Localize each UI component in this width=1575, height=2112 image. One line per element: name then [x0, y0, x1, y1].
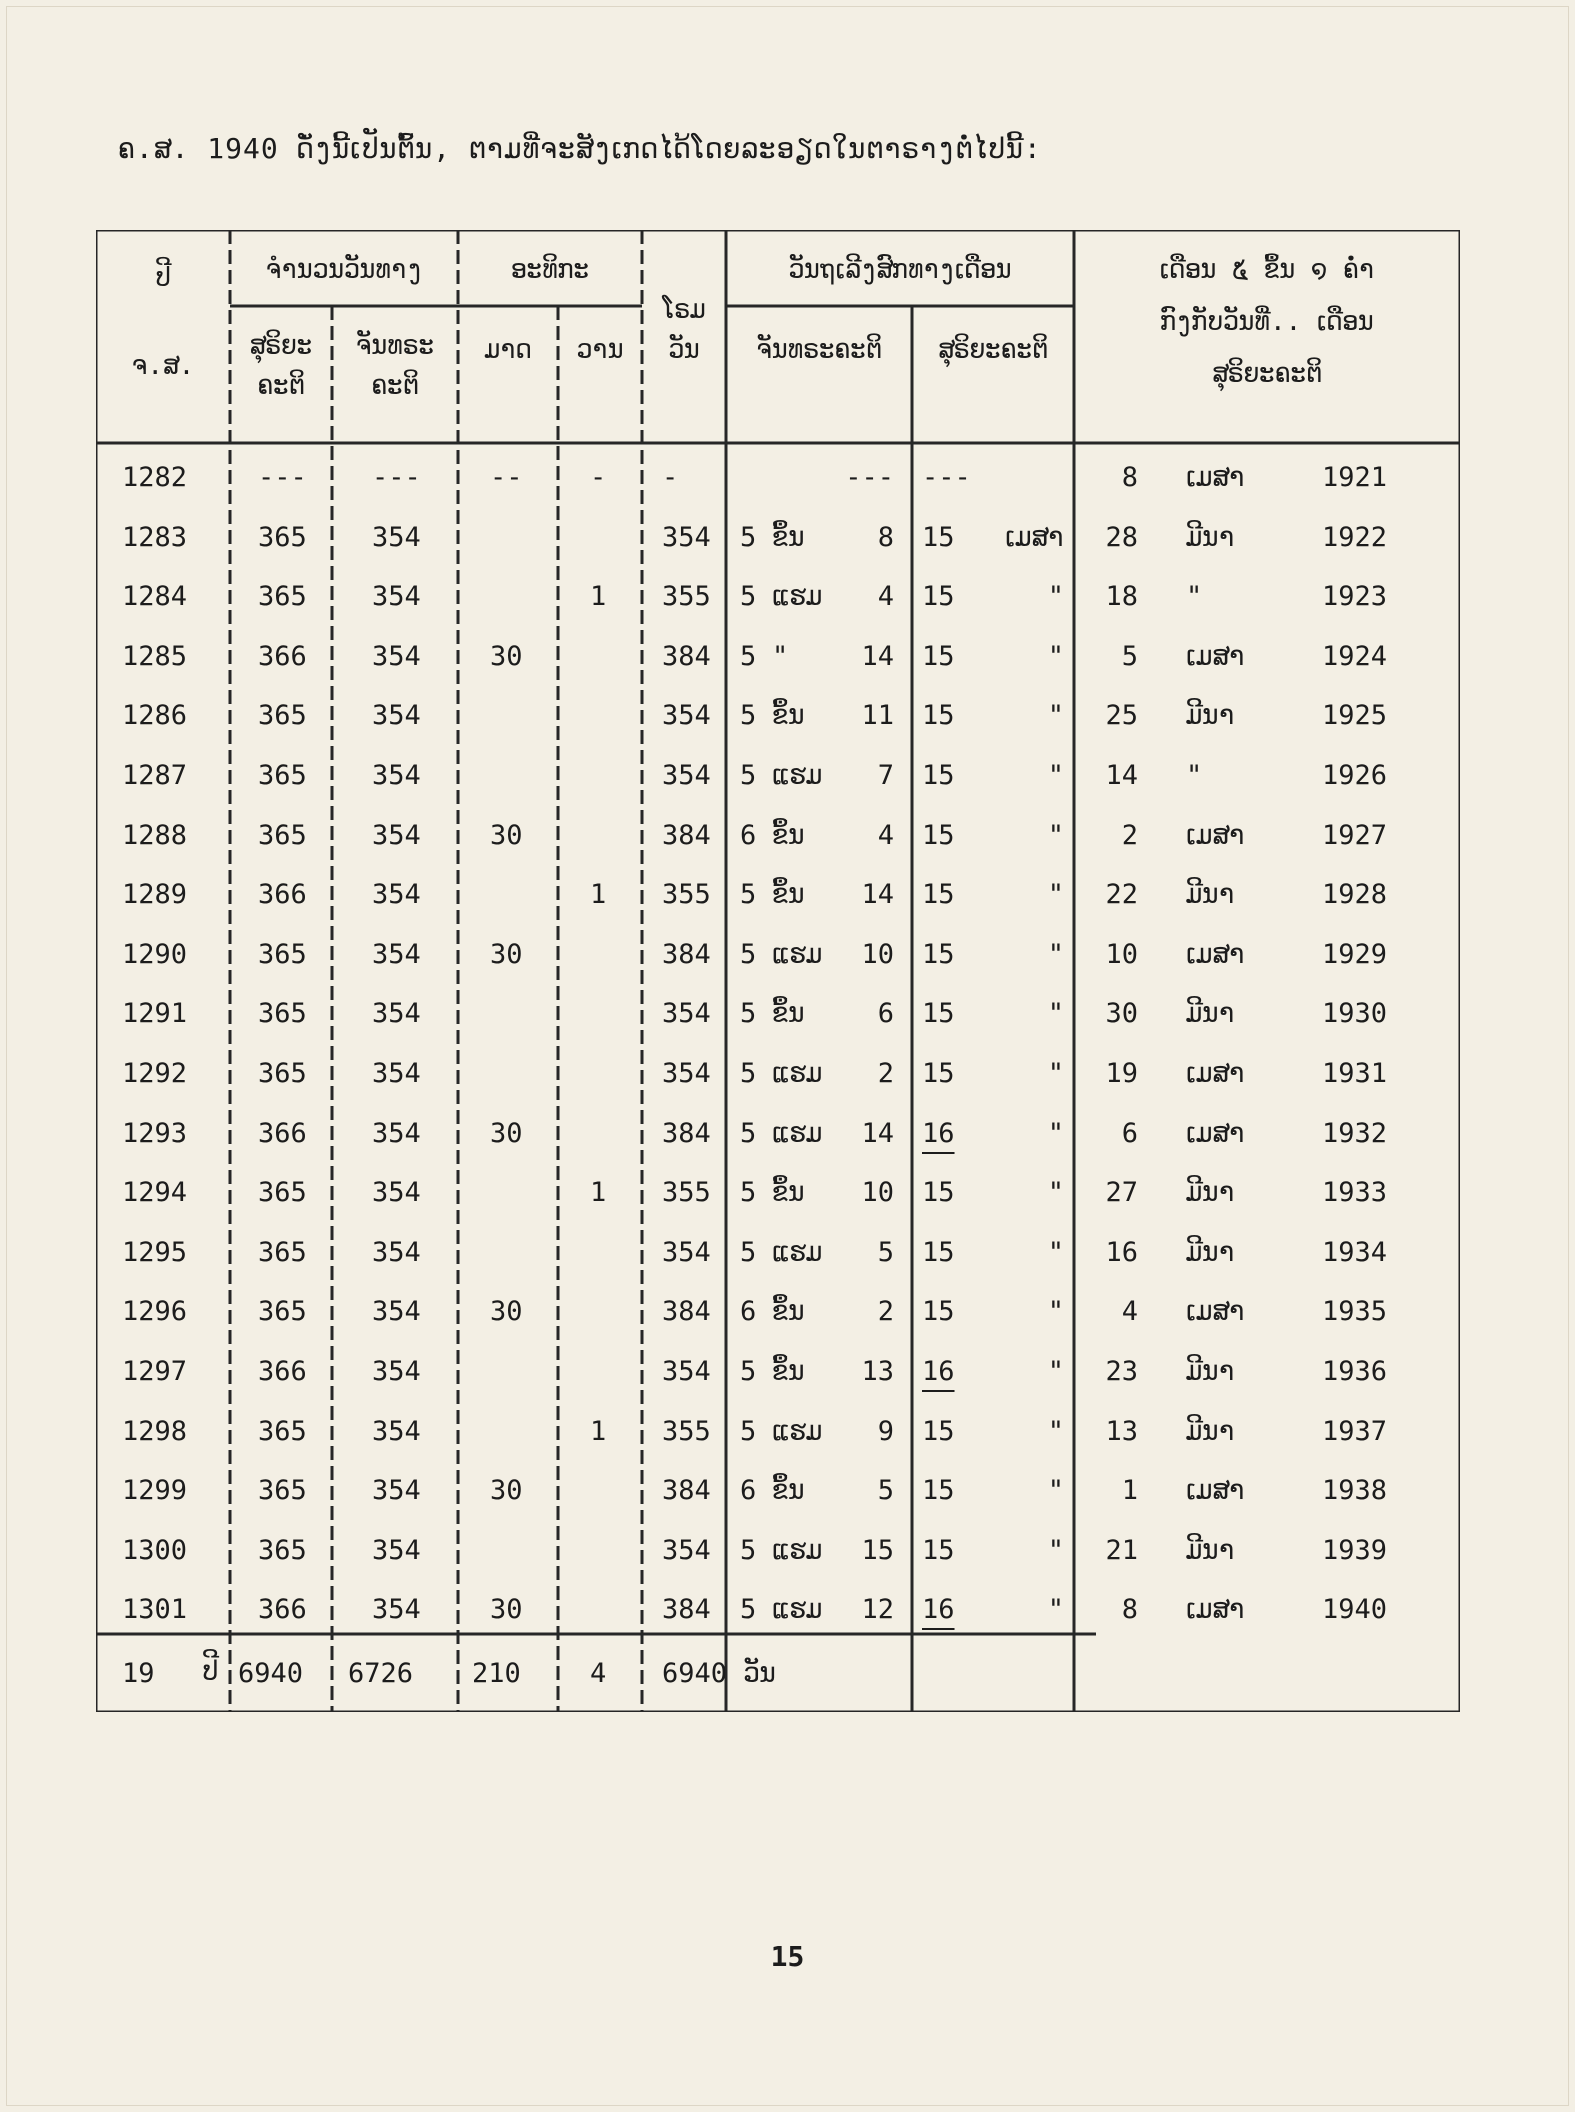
- cell-western-day: 8: [1121, 462, 1138, 493]
- cell-year: 1284: [122, 581, 188, 613]
- cell-western-year: 1930: [1322, 998, 1388, 1030]
- cell-western-year: 1934: [1322, 1236, 1388, 1268]
- cell-total-days: 354: [662, 521, 711, 553]
- cell-songkran-lunar-phase: ແຮມ: [772, 1236, 823, 1268]
- cell-songkran-lunar-month: 5: [740, 1177, 757, 1209]
- cell-songkran-lunar-month: 5: [740, 1534, 757, 1566]
- cell-songkran-lunar-month: 5: [740, 640, 757, 672]
- cell-western-month: ມີນາ: [1186, 1415, 1235, 1447]
- cell-songkran-lunar-day: 9: [877, 1415, 894, 1447]
- cell-lunar-days: 354: [372, 1117, 421, 1149]
- calendar-table: [96, 230, 1460, 1712]
- cell-solar-days: 365: [258, 1058, 307, 1089]
- cell-total-days: 384: [662, 819, 711, 851]
- cell-songkran-lunar-month: 5: [740, 700, 757, 732]
- cell-western-year: 1940: [1322, 1594, 1388, 1626]
- cell-lunar-days: 354: [372, 1475, 421, 1507]
- cell-songkran-solar-day: 15: [922, 700, 955, 732]
- cell-total-days: 354: [662, 998, 711, 1030]
- cell-songkran-lunar-day: 4: [877, 819, 894, 851]
- cell-year: 1285: [122, 640, 188, 672]
- cell-western-year: 1926: [1322, 760, 1388, 791]
- cell-lunar-days: 354: [372, 1415, 421, 1447]
- cell-songkran-solar-month: ": [1047, 1236, 1064, 1268]
- cell-songkran-solar-month: ": [1047, 640, 1064, 672]
- cell-songkran-lunar-phase: ຂຶ້ນ: [772, 700, 805, 732]
- cell-western-day: 23: [1105, 1356, 1138, 1387]
- cell-songkran-solar-day: 15: [922, 1475, 955, 1507]
- cell-songkran-solar-month: ": [1047, 760, 1064, 791]
- cell-western-day: 30: [1105, 998, 1138, 1030]
- cell-western-day: 18: [1105, 581, 1138, 613]
- cell-solar-days: 365: [258, 938, 307, 970]
- cell-western-day: 28: [1105, 521, 1138, 553]
- cell-songkran-lunar-day: 14: [861, 1117, 894, 1149]
- cell-total-days: 354: [662, 1534, 711, 1566]
- cell-adhika-day: 1: [590, 879, 607, 911]
- cell-lunar-days: 354: [372, 1296, 421, 1328]
- cell-songkran-lunar-month: 6: [740, 1475, 757, 1507]
- header-songkran-lunar: ຈັນທຣະຄະຕິ: [756, 335, 882, 365]
- cell-western-month: ມີນາ: [1186, 879, 1235, 911]
- cell-western-month: ມີນາ: [1186, 1534, 1235, 1566]
- cell-songkran-lunar-day: 2: [877, 1296, 894, 1328]
- cell-solar-days: 365: [258, 581, 307, 613]
- header-lunar-1: ຈັນທຣະ: [355, 331, 435, 361]
- cell-songkran-solar-month: ": [1047, 1177, 1064, 1209]
- total-month: 210: [472, 1658, 521, 1689]
- cell-western-month: ເມສາ: [1186, 1296, 1245, 1328]
- cell-western-year: 1924: [1322, 640, 1388, 672]
- header-songkran-solar: ສຸຣິຍະຄະຕິ: [938, 335, 1048, 365]
- cell-songkran-solar-month: ": [1047, 1117, 1064, 1149]
- cell-songkran-solar-month: ": [1047, 581, 1064, 613]
- cell-adhika-day: -: [590, 462, 607, 493]
- header-last-1: ເດືອນ ໕ ຂຶ້ນ ໑ ຄ່ຳ: [1159, 255, 1375, 285]
- cell-lunar-days: 354: [372, 640, 421, 672]
- cell-adhika-month: 30: [490, 938, 523, 970]
- cell-songkran-solar-day: 15: [922, 640, 955, 672]
- cell-year: 1283: [122, 521, 188, 553]
- header-days-group: ຈຳນວນວັນທາງ: [265, 255, 423, 285]
- total-solar: 6940: [238, 1658, 304, 1689]
- cell-year: 1300: [122, 1534, 188, 1566]
- cell-songkran-lunar-phase: ຂຶ້ນ: [772, 1296, 805, 1328]
- cell-songkran-lunar-month: 5: [740, 998, 757, 1030]
- cell-year: 1291: [122, 998, 188, 1030]
- cell-total-days: 354: [662, 1236, 711, 1268]
- cell-total-days: 355: [662, 1415, 711, 1447]
- cell-year: 1282: [122, 462, 188, 493]
- cell-lunar-days: 354: [372, 879, 421, 911]
- cell-songkran-solar-month: ເມສາ: [1005, 521, 1064, 553]
- cell-year: 1289: [122, 879, 188, 911]
- cell-songkran-lunar-month: 5: [740, 1594, 757, 1626]
- cell-songkran-solar-day: 15: [922, 1534, 955, 1566]
- cell-songkran-lunar-phase: ແຮມ: [772, 1594, 823, 1626]
- cell-western-day: 4: [1121, 1296, 1138, 1328]
- cell-adhika-month: 30: [490, 1296, 523, 1328]
- cell-songkran-solar-month: ": [1047, 1534, 1064, 1566]
- cell-western-month: ເມສາ: [1186, 819, 1245, 851]
- cell-songkran-solar-month: ": [1047, 879, 1064, 911]
- cell-songkran-solar-day: 15: [922, 938, 955, 970]
- cell-songkran-lunar-day: 10: [861, 938, 894, 970]
- cell-western-month: ເມສາ: [1186, 1475, 1245, 1507]
- cell-lunar-days: 354: [372, 938, 421, 970]
- cell-western-month: ເມສາ: [1186, 1594, 1245, 1626]
- header-adhika-month: ມາດ: [484, 335, 532, 365]
- cell-total-days: 384: [662, 1594, 711, 1626]
- cell-western-year: 1921: [1322, 462, 1388, 493]
- cell-songkran-solar-day: 15: [922, 1058, 955, 1089]
- header-songkran-group: ວັນຖເລີງສົກທາງເດືອນ: [788, 255, 1012, 285]
- cell-songkran-solar-day: 15: [922, 819, 955, 851]
- cell-western-year: 1929: [1322, 938, 1388, 970]
- cell-western-year: 1927: [1322, 819, 1388, 851]
- cell-solar-days: 365: [258, 700, 307, 732]
- cell-total-days: 354: [662, 1058, 711, 1089]
- cell-lunar-days: 354: [372, 1534, 421, 1566]
- cell-adhika-day: 1: [590, 1415, 607, 1447]
- cell-lunar-days: 354: [372, 581, 421, 613]
- cell-solar-days: ---: [258, 462, 307, 493]
- cell-songkran-lunar-day: 6: [877, 998, 894, 1030]
- cell-total-days: 354: [662, 700, 711, 732]
- cell-songkran-solar-day: ---: [922, 462, 971, 493]
- cell-year: 1297: [122, 1356, 188, 1387]
- cell-western-day: 13: [1105, 1415, 1138, 1447]
- cell-western-month: ": [1186, 760, 1203, 791]
- total-lunar: 6726: [348, 1658, 414, 1689]
- cell-western-month: ມີນາ: [1186, 1356, 1235, 1387]
- cell-western-month: ມີນາ: [1186, 1236, 1235, 1268]
- header-adhika-day: ວານ: [576, 335, 624, 365]
- cell-lunar-days: 354: [372, 998, 421, 1030]
- cell-songkran-lunar-month: 5: [740, 938, 757, 970]
- cell-total-days: 355: [662, 879, 711, 911]
- header-total-1: ໂຣມ: [662, 295, 706, 325]
- cell-western-month: ເມສາ: [1186, 938, 1245, 970]
- cell-songkran-lunar-month: 5: [740, 521, 757, 553]
- cell-year: 1293: [122, 1117, 188, 1149]
- cell-songkran-lunar-month: 5: [740, 879, 757, 911]
- cell-solar-days: 365: [258, 1415, 307, 1447]
- cell-western-day: 16: [1105, 1236, 1138, 1268]
- cell-western-year: 1933: [1322, 1177, 1388, 1209]
- cell-total-days: 355: [662, 1177, 711, 1209]
- cell-western-year: 1928: [1322, 879, 1388, 911]
- cell-adhika-day: 1: [590, 581, 607, 613]
- cell-songkran-lunar-phase: ຂຶ້ນ: [772, 1356, 805, 1387]
- cell-adhika-month: 30: [490, 1117, 523, 1149]
- cell-songkran-lunar-day: 2: [877, 1058, 894, 1089]
- cell-western-month: ": [1186, 581, 1203, 613]
- cell-total-days: -: [662, 462, 679, 493]
- cell-songkran-lunar-phase: ແຮມ: [772, 1117, 823, 1149]
- cell-lunar-days: 354: [372, 1177, 421, 1209]
- cell-songkran-solar-month: ": [1047, 1356, 1064, 1387]
- cell-songkran-solar-day: 15: [922, 1415, 955, 1447]
- cell-lunar-days: 354: [372, 521, 421, 553]
- cell-total-days: 384: [662, 1117, 711, 1149]
- cell-western-month: ເມສາ: [1186, 1058, 1245, 1089]
- cell-total-days: 384: [662, 1296, 711, 1328]
- cell-songkran-solar-month: ": [1047, 1415, 1064, 1447]
- cell-songkran-lunar-day: 14: [861, 640, 894, 672]
- cell-songkran-lunar-phase: ແຮມ: [772, 1534, 823, 1566]
- cell-songkran-lunar-month: 6: [740, 819, 757, 851]
- cell-western-year: 1938: [1322, 1475, 1388, 1507]
- cell-songkran-lunar-day: 8: [877, 521, 894, 553]
- cell-western-day: 27: [1105, 1177, 1138, 1209]
- cell-western-month: ມີນາ: [1186, 521, 1235, 553]
- cell-solar-days: 366: [258, 640, 307, 672]
- header-lunar-2: ຄະຕິ: [371, 371, 419, 401]
- total-total: 6940 ວັນ: [662, 1658, 776, 1689]
- cell-western-year: 1925: [1322, 700, 1388, 732]
- cell-western-year: 1939: [1322, 1534, 1388, 1566]
- cell-solar-days: 365: [258, 1534, 307, 1566]
- cell-songkran-solar-day: 15: [922, 1177, 955, 1209]
- cell-songkran-solar-month: ": [1047, 938, 1064, 970]
- header-solar-1: ສຸຣິຍະ: [249, 331, 313, 361]
- cell-songkran-lunar-phase: ແຮມ: [772, 581, 823, 613]
- cell-songkran-solar-month: ": [1047, 1296, 1064, 1328]
- cell-songkran-solar-day: 16: [922, 1594, 955, 1626]
- cell-adhika-month: 30: [490, 819, 523, 851]
- cell-adhika-month: 30: [490, 1594, 523, 1626]
- cell-songkran-solar-day: 16: [922, 1117, 955, 1149]
- cell-songkran-lunar-phase: ": [772, 640, 789, 672]
- cell-total-days: 355: [662, 581, 711, 613]
- cell-lunar-days: ---: [372, 462, 421, 493]
- cell-total-days: 384: [662, 640, 711, 672]
- cell-lunar-days: 354: [372, 1236, 421, 1268]
- cell-western-month: ເມສາ: [1186, 462, 1245, 493]
- cell-year: 1288: [122, 819, 188, 851]
- cell-western-year: 1937: [1322, 1415, 1388, 1447]
- cell-solar-days: 366: [258, 879, 307, 911]
- cell-solar-days: 365: [258, 1296, 307, 1328]
- cell-adhika-day: 1: [590, 1177, 607, 1209]
- cell-western-day: 6: [1121, 1117, 1138, 1149]
- cell-songkran-lunar-day: 14: [861, 879, 894, 911]
- cell-total-days: 354: [662, 1356, 711, 1387]
- cell-songkran-lunar-day: 13: [861, 1356, 894, 1387]
- cell-solar-days: 365: [258, 521, 307, 553]
- total-day: 4: [590, 1658, 607, 1689]
- cell-songkran-lunar-month: 5: [740, 1058, 757, 1089]
- cell-western-day: 19: [1105, 1058, 1138, 1089]
- header-year-era: ຈ.ສ.: [131, 351, 195, 381]
- cell-western-year: 1923: [1322, 581, 1388, 613]
- cell-songkran-lunar-month: 5: [740, 1117, 757, 1149]
- cell-total-days: 384: [662, 938, 711, 970]
- cell-songkran-lunar-day: 7: [877, 760, 894, 791]
- cell-lunar-days: 354: [372, 700, 421, 732]
- cell-total-days: 384: [662, 1475, 711, 1507]
- header-last-3: ສຸຣິຍະຄະຕິ: [1212, 359, 1322, 389]
- cell-adhika-month: --: [490, 462, 523, 493]
- cell-songkran-lunar-month: 5: [740, 1415, 757, 1447]
- cell-songkran-solar-day: 15: [922, 879, 955, 911]
- cell-solar-days: 365: [258, 1475, 307, 1507]
- header-last-2: ກົງກັບວັນທີ່.. ເດືອນ: [1160, 307, 1374, 337]
- cell-songkran-lunar-phase: ແຮມ: [772, 1415, 823, 1447]
- cell-solar-days: 365: [258, 998, 307, 1030]
- cell-lunar-days: 354: [372, 1356, 421, 1387]
- cell-western-day: 1: [1121, 1475, 1138, 1507]
- cell-western-year: 1935: [1322, 1296, 1388, 1328]
- header-adhika-group: ອະທິກະ: [510, 255, 590, 285]
- cell-lunar-days: 354: [372, 1058, 421, 1089]
- cell-solar-days: 365: [258, 1177, 307, 1209]
- cell-solar-days: 366: [258, 1117, 307, 1149]
- cell-western-day: 10: [1105, 938, 1138, 970]
- cell-songkran-lunar-day: 15: [861, 1534, 894, 1566]
- cell-songkran-lunar-month: 5: [740, 581, 757, 613]
- cell-songkran-lunar-phase: ຂຶ້ນ: [772, 521, 805, 553]
- cell-western-month: ເມສາ: [1186, 1117, 1245, 1149]
- cell-western-year: 1932: [1322, 1117, 1388, 1149]
- cell-western-day: 25: [1105, 700, 1138, 732]
- cell-total-days: 354: [662, 760, 711, 791]
- cell-songkran-lunar-phase: ຂຶ້ນ: [772, 819, 805, 851]
- cell-solar-days: 365: [258, 1236, 307, 1268]
- cell-songkran-solar-month: ": [1047, 819, 1064, 851]
- header-total-2: ວັນ: [668, 335, 700, 365]
- cell-songkran-lunar-day: 10: [861, 1177, 894, 1209]
- cell-songkran-solar-month: ": [1047, 1594, 1064, 1626]
- cell-adhika-month: 30: [490, 640, 523, 672]
- cell-western-month: ເມສາ: [1186, 640, 1245, 672]
- intro-text: ຄ.ສ. 1940 ດັ່ງນີ້ເປັນຕົ້ນ, ຕາມທີ່ຈະສັງເກດໄດ້ໂດຍລະອຽດໃນຕາຣາງຕໍ່ໄປນີ້:: [118, 132, 1042, 165]
- cell-songkran-lunar-day: 12: [861, 1594, 894, 1626]
- header-year: ປີ: [155, 263, 171, 293]
- cell-songkran-lunar-phase: ແຮມ: [772, 938, 823, 970]
- cell-lunar-days: 354: [372, 760, 421, 791]
- cell-songkran-lunar-phase: ແຮມ: [772, 1058, 823, 1089]
- cell-western-day: 14: [1105, 760, 1138, 791]
- cell-western-day: 2: [1121, 819, 1138, 851]
- header-solar-2: ຄະຕິ: [257, 371, 305, 401]
- cell-songkran-lunar-month: 5: [740, 1236, 757, 1268]
- cell-year: 1292: [122, 1058, 188, 1089]
- cell-songkran-solar-day: 15: [922, 1236, 955, 1268]
- cell-songkran-lunar-phase: ຂຶ້ນ: [772, 1475, 805, 1507]
- cell-songkran-solar-day: 15: [922, 521, 955, 553]
- cell-western-month: ມີນາ: [1186, 1177, 1235, 1209]
- cell-songkran-solar-month: ": [1047, 1475, 1064, 1507]
- cell-year: 1298: [122, 1415, 188, 1447]
- cell-year: 1286: [122, 700, 188, 732]
- cell-songkran-lunar-month: 6: [740, 1296, 757, 1328]
- cell-year: 1294: [122, 1177, 188, 1209]
- cell-songkran-lunar-day: 4: [877, 581, 894, 613]
- cell-year: 1296: [122, 1296, 188, 1328]
- cell-songkran-lunar-phase: ຂຶ້ນ: [772, 879, 805, 911]
- cell-songkran-lunar-day: 5: [877, 1475, 894, 1507]
- cell-songkran-lunar-day: 11: [861, 700, 894, 732]
- cell-western-day: 21: [1105, 1534, 1138, 1566]
- cell-year: 1299: [122, 1475, 188, 1507]
- cell-year: 1301: [122, 1594, 188, 1626]
- cell-songkran-solar-day: 15: [922, 998, 955, 1030]
- cell-solar-days: 365: [258, 819, 307, 851]
- cell-songkran-solar-month: ": [1047, 700, 1064, 732]
- cell-songkran-solar-day: 15: [922, 760, 955, 791]
- cell-songkran-lunar-month: 5: [740, 760, 757, 791]
- cell-western-month: ມີນາ: [1186, 998, 1235, 1030]
- cell-songkran-solar-month: ": [1047, 1058, 1064, 1089]
- cell-western-year: 1931: [1322, 1058, 1388, 1089]
- cell-western-day: 22: [1105, 879, 1138, 911]
- cell-songkran-lunar-phase: ຂຶ້ນ: [772, 998, 805, 1030]
- cell-year: 1287: [122, 760, 188, 791]
- cell-western-month: ມີນາ: [1186, 700, 1235, 732]
- cell-songkran-solar-day: 15: [922, 581, 955, 613]
- cell-year: 1295: [122, 1236, 188, 1268]
- cell-lunar-days: 354: [372, 1594, 421, 1626]
- cell-songkran-solar-day: 15: [922, 1296, 955, 1328]
- cell-lunar-days: 354: [372, 819, 421, 851]
- cell-solar-days: 366: [258, 1356, 307, 1387]
- total-years-unit: ປີ: [202, 1656, 219, 1687]
- total-years: 19: [122, 1658, 155, 1689]
- cell-western-day: 5: [1121, 640, 1138, 672]
- cell-western-year: 1936: [1322, 1356, 1388, 1387]
- cell-songkran-lunar-phase: ຂຶ້ນ: [772, 1177, 805, 1209]
- cell-songkran-solar-day: 16: [922, 1356, 955, 1387]
- cell-solar-days: 365: [258, 760, 307, 791]
- cell-western-year: 1922: [1322, 521, 1388, 553]
- cell-songkran-solar-month: ": [1047, 998, 1064, 1030]
- cell-songkran-lunar-month: 5: [740, 1356, 757, 1387]
- cell-songkran-lunar-day: ---: [845, 462, 894, 493]
- cell-songkran-lunar-phase: ແຮມ: [772, 760, 823, 791]
- cell-western-day: 8: [1121, 1594, 1138, 1626]
- page-number: 15: [770, 1940, 805, 1973]
- cell-adhika-month: 30: [490, 1475, 523, 1507]
- cell-year: 1290: [122, 938, 188, 970]
- cell-solar-days: 366: [258, 1594, 307, 1626]
- cell-songkran-lunar-day: 5: [877, 1236, 894, 1268]
